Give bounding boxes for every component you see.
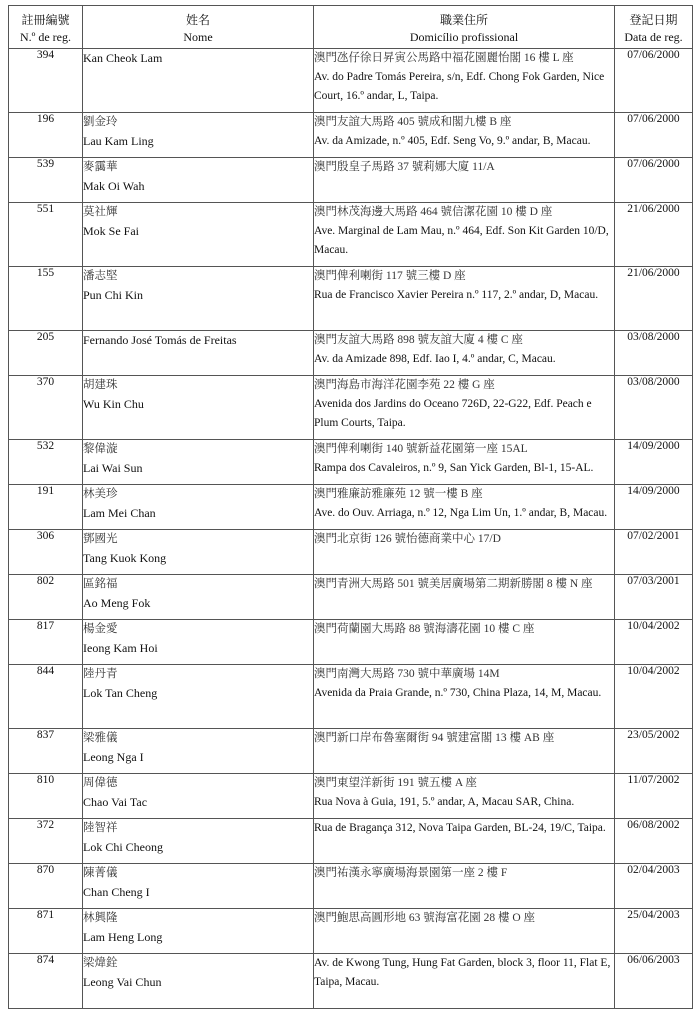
header-row xyxy=(9,6,693,49)
address-cell xyxy=(314,665,615,729)
address-chinese: 澳門海島市海洋花園李苑 22 樓 G 座 xyxy=(314,379,495,391)
date-cell: 07/02/2001 xyxy=(615,530,693,575)
address-cell xyxy=(314,620,615,665)
address-portuguese: Avenida dos Jardins do Oceano 726D, 22-G22, Edf. Peach e Plum Courts, Taipa. xyxy=(314,398,592,429)
address-cell xyxy=(314,203,615,267)
name-latin: Ieong Kam Hoi xyxy=(83,641,158,655)
name-cell xyxy=(83,575,314,620)
reg-number-cell: 802 xyxy=(9,575,83,620)
address-chinese: 澳門新口岸布魯塞爾街 94 號建富閣 13 樓 AB 座 xyxy=(314,732,555,744)
table-body xyxy=(9,49,693,1009)
date-cell: 10/04/2002 xyxy=(615,665,693,729)
table-row xyxy=(9,864,693,909)
address-chinese: 澳門青洲大馬路 501 號美居廣場第二期新勝閣 8 樓 N 座 xyxy=(314,578,593,590)
name-chinese: 林美珍 xyxy=(83,488,118,500)
address-chinese: 澳門殷皇子馬路 37 號莉娜大廈 11/A xyxy=(314,161,495,173)
reg-number-cell: 837 xyxy=(9,729,83,774)
address-chinese: 澳門友誼大馬路 898 號友誼大廈 4 樓 C 座 xyxy=(314,334,523,346)
address-cell xyxy=(314,954,615,1009)
reg-number-cell: 372 xyxy=(9,819,83,864)
address-cell xyxy=(314,440,615,485)
address-portuguese: Av. do Padre Tomás Pereira, s/n, Edf. Chong Fok Garden, Nice Court, 16.º andar, L, Taipa. xyxy=(314,71,605,102)
reg-number-cell: 844 xyxy=(9,665,83,729)
date-cell: 21/06/2000 xyxy=(615,267,693,331)
reg-number-cell: 532 xyxy=(9,440,83,485)
name-cell xyxy=(83,113,314,158)
name-chinese: 陸智祥 xyxy=(83,822,118,834)
address-portuguese: Av. da Amizade 898, Edf. Iao I, 4.º andar, C, Macau. xyxy=(314,353,556,365)
date-cell: 07/06/2000 xyxy=(615,158,693,203)
table-row xyxy=(9,530,693,575)
address-chinese: 澳門鮑思高圓形地 63 號海富花園 28 樓 O 座 xyxy=(314,912,536,924)
address-chinese: 澳門荷蘭園大馬路 88 號海濤花園 10 樓 C 座 xyxy=(314,623,535,635)
address-portuguese: Avenida da Praia Grande, n.º 730, China Plaza, 14, M, Macau. xyxy=(314,687,602,699)
address-cell xyxy=(314,113,615,158)
table-row xyxy=(9,376,693,440)
table-row xyxy=(9,267,693,331)
address-portuguese: Ave. do Ouv. Arriaga, n.º 12, Nga Lim Un, 1.º andar, B, Macau. xyxy=(314,507,608,519)
address-cell xyxy=(314,49,615,113)
date-cell: 07/03/2001 xyxy=(615,575,693,620)
date-cell: 21/06/2000 xyxy=(615,203,693,267)
table-header xyxy=(9,6,693,49)
table-row xyxy=(9,485,693,530)
name-latin: Mak Oi Wah xyxy=(83,179,145,193)
header-reg-number: 註冊編號 N.º de reg. xyxy=(9,6,83,49)
date-cell: 14/09/2000 xyxy=(615,440,693,485)
reg-number-cell: 871 xyxy=(9,909,83,954)
table-row xyxy=(9,774,693,819)
table-row xyxy=(9,575,693,620)
name-cell xyxy=(83,485,314,530)
date-cell: 07/06/2000 xyxy=(615,113,693,158)
reg-number-cell: 205 xyxy=(9,331,83,376)
address-cell xyxy=(314,530,615,575)
address-cell xyxy=(314,909,615,954)
reg-number-cell: 870 xyxy=(9,864,83,909)
table-row xyxy=(9,954,693,1009)
name-chinese: 梁煒銓 xyxy=(83,957,118,969)
address-chinese: 澳門雅廉訪雅廉苑 12 號一樓 B 座 xyxy=(314,488,483,500)
address-chinese: 澳門東望洋新街 191 號五樓 A 座 xyxy=(314,777,477,789)
date-cell: 25/04/2003 xyxy=(615,909,693,954)
header-date: 登記日期 Data de reg. xyxy=(615,6,693,49)
name-cell xyxy=(83,620,314,665)
name-chinese: 梁雅儀 xyxy=(83,732,118,744)
address-chinese: 澳門南灣大馬路 730 號中華廣場 14M xyxy=(314,668,500,680)
table-row xyxy=(9,620,693,665)
address-cell xyxy=(314,376,615,440)
reg-number-cell: 306 xyxy=(9,530,83,575)
name-latin: Lau Kam Ling xyxy=(83,134,154,148)
name-cell xyxy=(83,376,314,440)
date-cell: 23/05/2002 xyxy=(615,729,693,774)
table-row xyxy=(9,113,693,158)
name-chinese: 陳菁儀 xyxy=(83,867,118,879)
name-chinese: 麥靄華 xyxy=(83,161,118,173)
name-cell xyxy=(83,203,314,267)
name-cell xyxy=(83,158,314,203)
registry-table xyxy=(8,5,693,1009)
name-latin: Lam Heng Long xyxy=(83,930,163,944)
address-cell xyxy=(314,575,615,620)
name-chinese: 區銘福 xyxy=(83,578,118,590)
name-latin: Chan Cheng I xyxy=(83,885,150,899)
name-latin: Tang Kuok Kong xyxy=(83,551,167,565)
name-latin: Kan Cheok Lam xyxy=(83,51,163,65)
table-row xyxy=(9,665,693,729)
address-chinese: 澳門林茂海邊大馬路 464 號信潔花園 10 樓 D 座 xyxy=(314,206,553,218)
address-cell xyxy=(314,774,615,819)
reg-number-cell: 810 xyxy=(9,774,83,819)
name-latin: Pun Chi Kin xyxy=(83,288,144,302)
address-portuguese: Av. de Kwong Tung, Hung Fat Garden, block 3, floor 11, Flat E, Taipa, Macau. xyxy=(314,957,611,988)
reg-number-cell: 817 xyxy=(9,620,83,665)
reg-number-cell: 370 xyxy=(9,376,83,440)
name-chinese: 周偉德 xyxy=(83,777,118,789)
address-chinese: 澳門友誼大馬路 405 號成和閣九樓 B 座 xyxy=(314,116,512,128)
name-cell xyxy=(83,267,314,331)
reg-number-cell: 155 xyxy=(9,267,83,331)
date-cell: 06/08/2002 xyxy=(615,819,693,864)
reg-number-cell: 196 xyxy=(9,113,83,158)
address-cell xyxy=(314,864,615,909)
address-cell xyxy=(314,819,615,864)
address-chinese: 澳門氹仔徐日昇寅公馬路中福花園麗怡閣 16 樓 L 座 xyxy=(314,52,574,64)
address-cell xyxy=(314,158,615,203)
date-cell: 10/04/2002 xyxy=(615,620,693,665)
name-cell xyxy=(83,819,314,864)
name-chinese: 莫社輝 xyxy=(83,206,118,218)
name-cell xyxy=(83,729,314,774)
name-chinese: 潘志堅 xyxy=(83,270,118,282)
address-chinese: 澳門俾利喇街 140 號新益花園第一座 15AL xyxy=(314,443,528,455)
name-chinese: 楊金愛 xyxy=(83,623,118,635)
address-portuguese: Av. da Amizade, n.º 405, Edf. Seng Vo, 9.º andar, B, Macau. xyxy=(314,135,591,147)
name-chinese: 胡建珠 xyxy=(83,379,118,391)
reg-number-cell: 539 xyxy=(9,158,83,203)
name-latin: Leong Nga I xyxy=(83,750,144,764)
date-cell: 11/07/2002 xyxy=(615,774,693,819)
name-cell xyxy=(83,331,314,376)
header-name: 姓名 Nome xyxy=(83,6,314,49)
name-cell xyxy=(83,530,314,575)
name-cell xyxy=(83,665,314,729)
name-latin: Leong Vai Chun xyxy=(83,975,162,989)
address-portuguese: Rua Nova à Guia, 191, 5.º andar, A, Macau SAR, China. xyxy=(314,796,575,808)
address-portuguese: Rua de Francisco Xavier Pereira n.º 117, 2.º andar, D, Macau. xyxy=(314,289,599,301)
header-address: 職業住所 Domicílio profissional xyxy=(314,6,615,49)
address-portuguese: Rua de Bragança 312, Nova Taipa Garden, BL-24, 19/C, Taipa. xyxy=(314,822,606,834)
date-cell: 06/06/2003 xyxy=(615,954,693,1009)
table-row xyxy=(9,203,693,267)
address-cell xyxy=(314,331,615,376)
table-row xyxy=(9,158,693,203)
name-cell xyxy=(83,440,314,485)
address-portuguese: Ave. Marginal de Lam Mau, n.º 464, Edf. Son Kit Garden 10/D, Macau. xyxy=(314,225,609,256)
name-chinese: 劉金玲 xyxy=(83,116,118,128)
name-chinese: 林興隆 xyxy=(83,912,118,924)
reg-number-cell: 394 xyxy=(9,49,83,113)
name-cell xyxy=(83,774,314,819)
reg-number-cell: 551 xyxy=(9,203,83,267)
table-row xyxy=(9,729,693,774)
name-cell xyxy=(83,49,314,113)
name-chinese: 陸丹青 xyxy=(83,668,118,680)
name-latin: Lok Chi Cheong xyxy=(83,840,163,854)
date-cell: 02/04/2003 xyxy=(615,864,693,909)
date-cell: 03/08/2000 xyxy=(615,331,693,376)
name-latin: Lam Mei Chan xyxy=(83,506,156,520)
name-latin: Lai Wai Sun xyxy=(83,461,143,475)
reg-number-cell: 191 xyxy=(9,485,83,530)
table-row xyxy=(9,819,693,864)
name-cell xyxy=(83,954,314,1009)
name-cell xyxy=(83,909,314,954)
name-latin: Lok Tan Cheng xyxy=(83,686,158,700)
name-chinese: 黎偉漩 xyxy=(83,443,118,455)
table-row xyxy=(9,49,693,113)
name-chinese: 鄧國光 xyxy=(83,533,118,545)
date-cell: 03/08/2000 xyxy=(615,376,693,440)
date-cell: 14/09/2000 xyxy=(615,485,693,530)
address-cell xyxy=(314,729,615,774)
address-chinese: 澳門祐漢永寧廣場海景園第一座 2 樓 F xyxy=(314,867,508,879)
reg-number-cell: 874 xyxy=(9,954,83,1009)
table-row xyxy=(9,440,693,485)
name-latin: Ao Meng Fok xyxy=(83,596,151,610)
table-row xyxy=(9,331,693,376)
name-latin: Chao Vai Tac xyxy=(83,795,148,809)
name-latin: Fernando José Tomás de Freitas xyxy=(83,333,237,347)
address-cell xyxy=(314,485,615,530)
table-row xyxy=(9,909,693,954)
name-latin: Wu Kin Chu xyxy=(83,397,144,411)
name-latin: Mok Se Fai xyxy=(83,224,140,238)
address-cell xyxy=(314,267,615,331)
address-chinese: 澳門北京街 126 號怡德商業中心 17/D xyxy=(314,533,501,545)
address-portuguese: Rampa dos Cavaleiros, n.º 9, San Yick Garden, Bl-1, 15-AL. xyxy=(314,462,594,474)
name-cell xyxy=(83,864,314,909)
date-cell: 07/06/2000 xyxy=(615,49,693,113)
address-chinese: 澳門俾利喇街 117 號三樓 D 座 xyxy=(314,270,466,282)
